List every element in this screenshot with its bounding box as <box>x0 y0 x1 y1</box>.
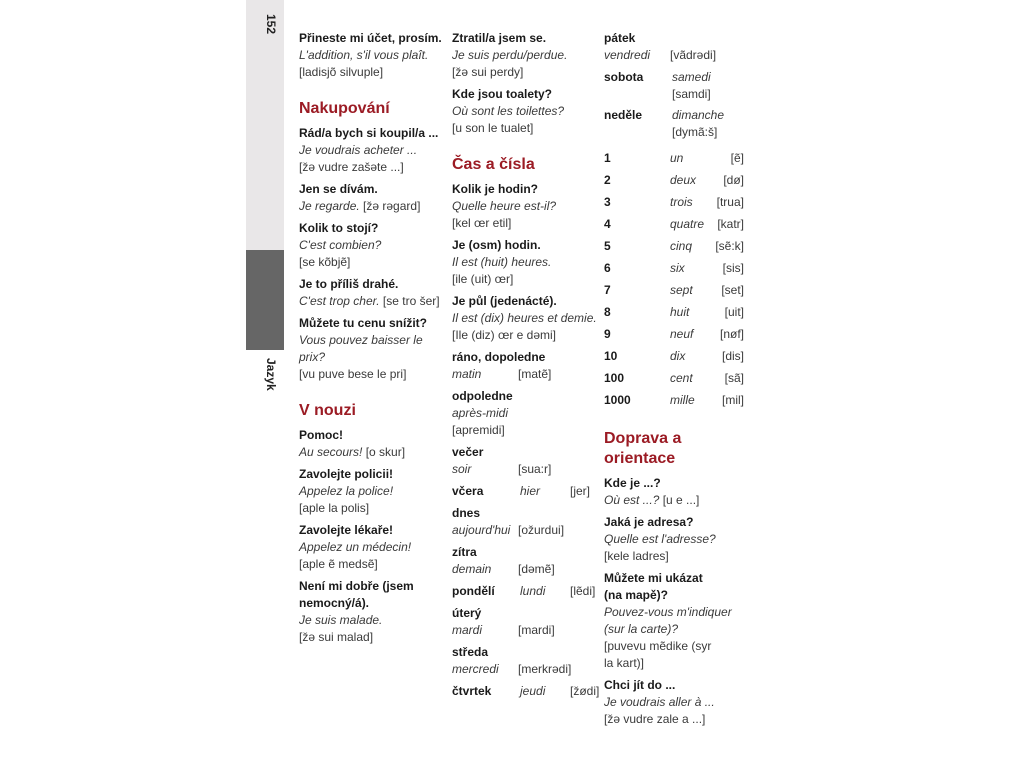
phrase-czech: Je to příliš drahé. <box>299 277 399 291</box>
phrase-czech: Je (osm) hodin. <box>452 238 541 252</box>
word-french: après-midi <box>452 406 509 420</box>
number-row <box>604 213 754 235</box>
phrase-czech: Jaká je adresa? <box>604 515 694 529</box>
phrase-french: C'est trop cher. <box>299 294 380 308</box>
phrase-pronunciation: [o skur] <box>365 445 406 459</box>
number-pronunciation: [sã] <box>724 370 744 385</box>
word-entry <box>452 544 597 578</box>
word-french: samedi <box>672 70 711 84</box>
word-pronunciation: [dymã:š] <box>672 125 718 139</box>
word-french: matin <box>452 367 482 381</box>
phrase-entry <box>604 475 754 509</box>
word-czech: středa <box>452 645 489 659</box>
phrase-french: Il est (huit) heures. <box>452 255 552 269</box>
phrase-czech: Kolik to stojí? <box>299 221 379 235</box>
heading-time-numbers: Čas a čísla <box>452 156 535 173</box>
phrase-entry <box>452 181 597 232</box>
phrase-french: Où sont les toilettes? <box>452 104 565 118</box>
number-pronunciation: [katr] <box>717 216 744 231</box>
word-entry <box>452 605 597 639</box>
phrase-entry <box>452 30 597 81</box>
number-french: neuf <box>670 326 694 341</box>
phrase-pronunciation: [žə vudre zale a ...] <box>604 712 706 726</box>
phrase-pronunciation: [ladisjõ silvuple] <box>299 65 384 79</box>
phrase-entry <box>299 466 444 517</box>
phrase-french: Il est (dix) heures et demie. <box>452 311 597 325</box>
phrase-czech: Je půl (jedenácté). <box>452 294 557 308</box>
phrase-french: Où est ...? <box>604 493 660 507</box>
phrase-pronunciation: [žə vudre zašəte ...] <box>299 160 404 174</box>
phrase-pronunciation: [u e ...] <box>662 493 700 507</box>
phrase-czech: Jen se dívám. <box>299 182 378 196</box>
word-entry <box>604 69 754 103</box>
number-digit: 1000 <box>604 392 631 407</box>
phrase-czech: Přineste mi účet, prosím. <box>299 31 442 45</box>
number-french: six <box>670 260 685 275</box>
column-2 <box>452 30 600 705</box>
number-pronunciation: [set] <box>721 282 744 297</box>
word-czech: večer <box>452 445 484 459</box>
word-czech: odpoledne <box>452 389 513 403</box>
phrase-pronunciation: [aple ẽ medsẽ] <box>299 557 378 571</box>
word-czech: včera <box>452 484 484 498</box>
phrase-czech: Pomoc! <box>299 428 344 442</box>
phrase-entry <box>299 578 444 646</box>
number-row <box>604 345 754 367</box>
phrase-french: Quelle est l'adresse? <box>604 532 716 546</box>
word-pronunciation: [vãdrədi] <box>670 48 717 62</box>
phrase-entry <box>604 570 754 672</box>
phrase-czech: Chci jít do ... <box>604 678 676 692</box>
heading-transport: Doprava a orientace <box>604 430 682 467</box>
number-french: sept <box>670 282 693 297</box>
phrase-pronunciation: [kel œr etil] <box>452 216 512 230</box>
word-french: dimanche <box>672 108 725 122</box>
phrase-entry <box>604 677 754 728</box>
phrase-czech: Kolik je hodin? <box>452 182 538 196</box>
phrase-czech: Zavolejte policii! <box>299 467 394 481</box>
phrase-entry <box>299 276 444 310</box>
phrase-french: Je voudrais acheter ... <box>299 143 418 157</box>
word-french: aujourd'hui <box>452 523 511 537</box>
phrase-pronunciation: [kele ladres] <box>604 549 669 563</box>
word-czech: dnes <box>452 506 481 520</box>
phrase-french: Je regarde. <box>299 199 360 213</box>
word-czech: čtvrtek <box>452 684 492 698</box>
number-pronunciation: [trua] <box>716 194 744 209</box>
phrase-pronunciation: [puvevu mẽdike (syr la kart)] <box>604 639 712 670</box>
number-french: mille <box>670 392 695 407</box>
number-pronunciation: [sẽ:k] <box>715 238 744 253</box>
number-digit: 6 <box>604 260 611 275</box>
number-pronunciation: [dis] <box>721 348 744 363</box>
column-1 <box>299 30 444 651</box>
heading-emergency: V nouzi <box>299 402 356 419</box>
number-french: deux <box>670 172 697 187</box>
number-row <box>604 279 754 301</box>
phrase-pronunciation: [žə sui malad] <box>299 630 374 644</box>
phrase-pronunciation: [žə rəgard] <box>363 199 421 213</box>
side-tab-dark <box>246 250 284 350</box>
phrase-entry <box>299 181 444 215</box>
phrase-french: C'est combien? <box>299 238 382 252</box>
phrase-pronunciation: [aple la polis] <box>299 501 370 515</box>
number-pronunciation: [mil] <box>722 392 744 407</box>
number-digit: 1 <box>604 150 611 165</box>
phrase-czech: Zavolejte lékaře! <box>299 523 394 537</box>
phrase-pronunciation: [vu puve bese le pri] <box>299 367 407 381</box>
phrase-french: Je voudrais aller à ... <box>604 695 715 709</box>
phrase-czech: Není mi dobře (jsem nemocný/á). <box>299 579 414 610</box>
number-pronunciation: [nøf] <box>719 326 744 341</box>
phrase-french: Vous pouvez baisser le prix? <box>299 333 423 364</box>
word-french: mercredi <box>452 662 499 676</box>
phrase-entry <box>299 30 444 81</box>
phrase-pronunciation: [ile (uit) œr] <box>452 272 514 286</box>
phrase-pronunciation: [se tro šer] <box>382 294 440 308</box>
word-entry <box>604 30 754 64</box>
number-digit: 4 <box>604 216 611 231</box>
phrase-french: Appelez la police! <box>299 484 394 498</box>
phrase-pronunciation: [se kõbjẽ] <box>299 255 351 269</box>
word-pronunciation: [dəmẽ] <box>518 562 555 576</box>
word-entry <box>452 349 597 383</box>
word-french: demain <box>452 562 492 576</box>
phrase-entry <box>299 427 444 461</box>
numbers-list <box>604 147 754 411</box>
word-pronunciation: [mardi] <box>518 623 555 637</box>
word-entry <box>452 444 597 478</box>
word-entry <box>452 505 597 539</box>
phrase-entry <box>299 220 444 271</box>
number-digit: 3 <box>604 194 611 209</box>
phrase-czech: Kde jsou toalety? <box>452 87 553 101</box>
phrase-french: Je suis perdu/perdue. <box>452 48 568 62</box>
number-row <box>604 191 754 213</box>
number-row <box>604 169 754 191</box>
phrase-entry <box>299 315 444 383</box>
number-pronunciation: [dø] <box>723 172 744 187</box>
number-pronunciation: [sis] <box>722 260 744 275</box>
word-entry <box>604 107 754 141</box>
number-pronunciation: [uit] <box>724 304 744 319</box>
number-french: un <box>670 150 684 165</box>
number-digit: 100 <box>604 370 625 385</box>
number-digit: 9 <box>604 326 611 341</box>
phrase-czech: Můžete mi ukázat (na mapě)? <box>604 571 703 602</box>
word-french: hier <box>520 484 541 498</box>
phrase-french: Appelez un médecin! <box>299 540 412 554</box>
word-czech: ráno, dopoledne <box>452 350 546 364</box>
number-french: dix <box>670 348 686 363</box>
number-french: cent <box>670 370 693 385</box>
word-french: mardi <box>452 623 483 637</box>
phrase-french: Au secours! <box>299 445 363 459</box>
word-czech: pondělí <box>452 584 495 598</box>
word-entry <box>452 644 597 678</box>
word-french: soir <box>452 462 472 476</box>
phrase-entry <box>604 514 754 565</box>
column-3 <box>604 30 754 733</box>
word-entry <box>452 683 600 700</box>
phrase-czech: Rád/a bych si koupil/a ... <box>299 126 439 140</box>
phrase-pronunciation: [žə sui perdy] <box>452 65 524 79</box>
word-french: jeudi <box>520 684 546 698</box>
phrase-french: L'addition, s'il vous plaît. <box>299 48 429 62</box>
number-row <box>604 323 754 345</box>
number-row <box>604 389 754 411</box>
word-pronunciation: [sua:r] <box>518 462 552 476</box>
phrase-czech: Kde je ...? <box>604 476 661 490</box>
word-pronunciation: [jer] <box>570 484 591 498</box>
number-row <box>604 235 754 257</box>
word-pronunciation: [apremidi] <box>452 423 505 437</box>
word-czech: sobota <box>604 70 644 84</box>
section-tab-label: Jazyk <box>264 358 278 391</box>
phrase-czech: Ztratil/a jsem se. <box>452 31 547 45</box>
word-pronunciation: [samdi] <box>672 87 711 101</box>
number-digit: 10 <box>604 348 618 363</box>
word-pronunciation: [merkrədi] <box>518 662 572 676</box>
phrase-entry <box>299 125 444 176</box>
phrase-entry <box>452 86 597 137</box>
number-french: trois <box>670 194 693 209</box>
phrase-entry <box>452 237 597 288</box>
number-digit: 8 <box>604 304 611 319</box>
number-digit: 5 <box>604 238 611 253</box>
word-czech: pátek <box>604 31 636 45</box>
word-pronunciation: [žødi] <box>570 684 600 698</box>
word-pronunciation: [matẽ] <box>518 367 552 381</box>
page-number: 152 <box>264 14 278 35</box>
word-french: vendredi <box>604 48 651 62</box>
word-pronunciation: [lẽdi] <box>570 584 596 598</box>
phrase-french: Quelle heure est-il? <box>452 199 557 213</box>
word-czech: neděle <box>604 108 643 122</box>
number-row <box>604 147 754 169</box>
word-entry <box>452 388 597 439</box>
phrase-czech: Můžete tu cenu snížit? <box>299 316 428 330</box>
word-czech: zítra <box>452 545 477 559</box>
phrase-entry <box>452 293 597 344</box>
phrase-pronunciation: [Ile (diz) œr e dəmi] <box>452 328 557 342</box>
phrase-entry <box>299 522 444 573</box>
number-pronunciation: [ẽ] <box>730 150 744 165</box>
word-entry <box>452 583 597 600</box>
number-french: huit <box>670 304 690 319</box>
word-pronunciation: [ožurdui] <box>518 523 565 537</box>
phrase-french: Je suis malade. <box>299 613 383 627</box>
heading-shopping: Nakupování <box>299 100 390 117</box>
number-row <box>604 301 754 323</box>
word-french: lundi <box>520 584 546 598</box>
number-french: cinq <box>670 238 693 253</box>
word-czech: úterý <box>452 606 482 620</box>
number-french: quatre <box>670 216 705 231</box>
phrase-pronunciation: [u son le tualet] <box>452 121 534 135</box>
number-digit: 7 <box>604 282 611 297</box>
number-digit: 2 <box>604 172 611 187</box>
word-entry <box>452 483 597 500</box>
number-row <box>604 257 754 279</box>
number-row <box>604 367 754 389</box>
phrase-french: Pouvez-vous m'indiquer (sur la carte)? <box>604 605 732 636</box>
